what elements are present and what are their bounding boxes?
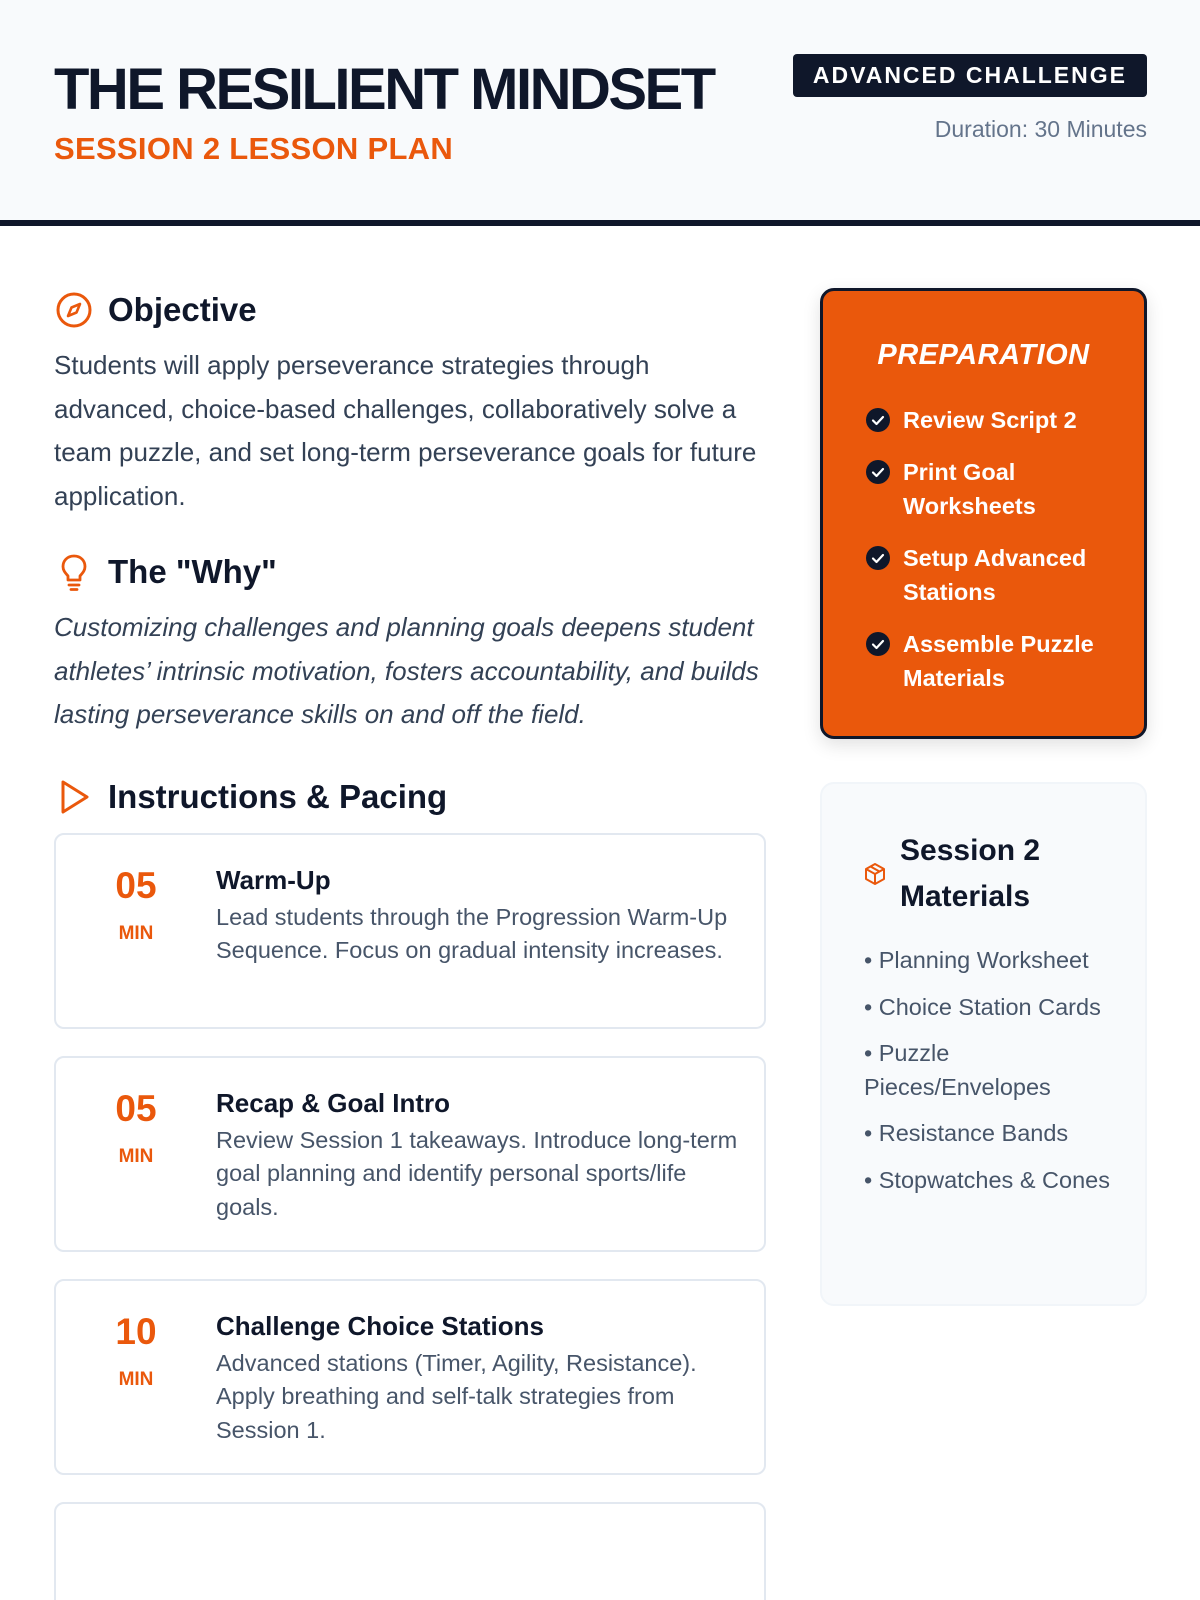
preparation-item: [865, 541, 1125, 609]
check-circle-icon: [865, 631, 891, 657]
duration-label: Duration: 30 Minutes: [934, 116, 1147, 142]
check-circle-icon: [865, 459, 891, 485]
pacing-minutes: 10: [115, 1310, 157, 1352]
pacing-title: Challenge Choice Stations: [216, 1310, 544, 1341]
objective-heading: [54, 286, 766, 334]
why-title: The "Why": [108, 553, 277, 590]
preparation-item: [865, 627, 1125, 695]
pacing-description: Lead students through the Progression Warm-Up Sequence. Focus on gradual intensity increases.: [216, 903, 728, 963]
check-circle-icon: [865, 545, 891, 571]
check-circle-icon: [865, 407, 891, 433]
materials-list: [864, 944, 1124, 1210]
materials-item: • Resistance Bands: [864, 1120, 1069, 1146]
instructions-title: Instructions & Pacing: [108, 777, 448, 815]
compass-icon: [54, 290, 94, 330]
pacing-title: Warm-Up: [216, 864, 331, 895]
pacing-unit: MIN: [118, 1145, 154, 1167]
challenge-badge: ADVANCED CHALLENGE: [793, 54, 1147, 97]
box-icon: [862, 861, 888, 887]
preparation-item-label: Setup Advanced Stations: [903, 545, 1087, 605]
preparation-item-label: Review Script 2: [903, 407, 1077, 433]
materials-panel: [820, 782, 1147, 1306]
preparation-item: [865, 455, 1125, 523]
pacing-minutes: 05: [115, 864, 157, 906]
materials-item: • Planning Worksheet: [864, 947, 1089, 973]
materials-item: • Stopwatches & Cones: [864, 1166, 1110, 1193]
pacing-unit: MIN: [118, 1368, 154, 1390]
pacing-description: Advanced stations (Timer, Agility, Resistance). Apply breathing and self-talk strategies from Session 1.: [216, 1349, 697, 1443]
preparation-title: PREPARATION: [877, 339, 1090, 371]
why-heading: [54, 548, 766, 596]
play-icon: [54, 777, 94, 817]
preparation-item: [865, 403, 1125, 437]
lightbulb-icon: [54, 552, 94, 592]
main-content: [54, 286, 766, 1600]
materials-heading: [862, 828, 1100, 920]
preparation-item-label: Assemble Puzzle Materials: [903, 631, 1094, 691]
pacing-list: [54, 833, 766, 1600]
page-header: [0, 0, 1200, 226]
instructions-heading: [54, 773, 766, 821]
materials-title: Session 2 Materials: [900, 834, 1041, 913]
preparation-item-label: Print Goal Worksheets: [903, 459, 1036, 519]
materials-item: • Choice Station Cards: [864, 993, 1101, 1020]
objective-title: Objective: [108, 291, 257, 328]
pacing-description: Review Session 1 takeaways. Introduce long-term goal planning and identify personal sports/life goals.: [216, 1126, 738, 1220]
page-subtitle: SESSION 2 LESSON PLAN: [54, 131, 454, 166]
objective-text: Students will apply perseverance strategies through advanced, choice-based challenges, collaboratively solve a team puzzle, and set long-term perseverance goals for future application.: [54, 350, 757, 511]
pacing-card-warm-up: [54, 833, 766, 1029]
page-title: THE RESILIENT MINDSET: [54, 57, 714, 122]
materials-item: • Puzzle Pieces/Envelopes: [864, 1040, 1051, 1100]
pacing-title: Recap & Goal Intro: [216, 1087, 451, 1118]
pacing-card-partial: [54, 1502, 766, 1600]
why-text: Customizing challenges and planning goals deepens student athletes’ intrinsic motivation, fosters accountability, and builds lasting perseverance skills on and off the field.: [54, 612, 759, 729]
preparation-checklist: [865, 403, 1125, 713]
preparation-panel: [820, 288, 1147, 739]
pacing-card-stations: [54, 1279, 766, 1475]
pacing-minutes: 05: [115, 1087, 157, 1129]
pacing-unit: MIN: [118, 922, 154, 944]
pacing-card-recap: [54, 1056, 766, 1252]
